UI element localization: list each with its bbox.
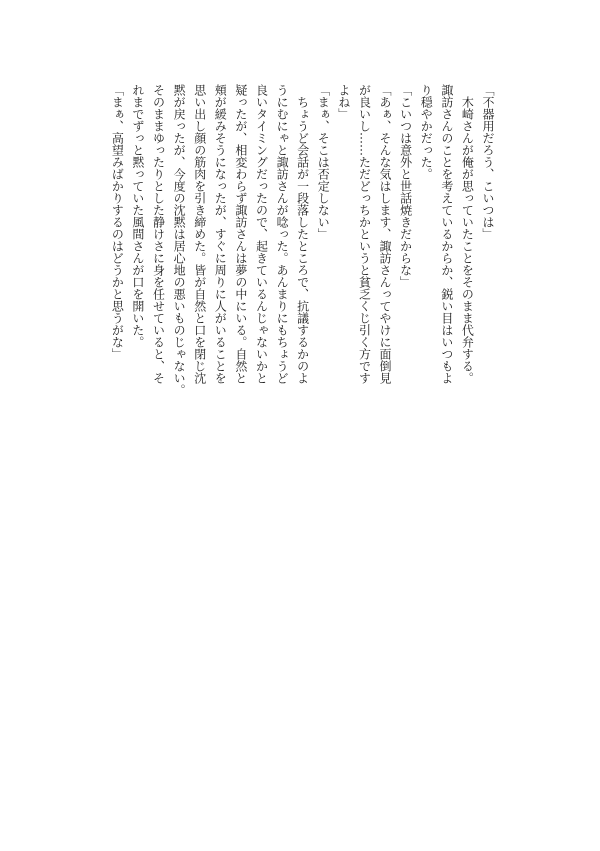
text-line: 黙が戻ったが、今度の沈黙は居心地の悪いものじゃない。 <box>172 84 187 396</box>
text-line: れまでずっと黙っていた風間さんが口を開いた。 <box>130 84 145 348</box>
vertical-text-body <box>107 84 498 397</box>
text-line: が良いし……ただどっちかというと貧乏くじ引く方です <box>357 84 372 384</box>
text-line: 木崎さんが俺が思っていたことをそのまま代弁する。 <box>460 84 475 384</box>
text-line: 思い出し顔の筋肉を引き締めた。皆が自然と口を閉じ沈 <box>192 84 207 384</box>
text-line: 疑ったが、相変わらず諏訪さんは夢の中にいる。自然と <box>233 84 248 384</box>
text-line: 「まぁ、高望みばかりするのはどうかと思うがな」 <box>110 84 125 360</box>
text-line: そのままゆったりとした静けさに身を任せていると、そ <box>151 84 166 384</box>
text-line: 「あぁ、そんな気はします、諏訪さんってやけに面倒見 <box>378 84 393 384</box>
text-line: 良いタイミングだったので、起きているんじゃないかと <box>254 84 269 384</box>
text-line: ちょうど会話が一段落したところで、抗議するかのよ <box>295 84 310 384</box>
text-line: 「まぁ、そこは否定しない」 <box>316 84 331 240</box>
text-line: うにむにゃと諏訪さんが唸った。あんまりにもちょうど <box>275 84 290 384</box>
text-line: 頬が緩みそうになったが、すぐに周りに人がいることを <box>213 84 228 384</box>
text-line: よね」 <box>336 84 351 120</box>
text-line: 「不器用だろう、こいつは」 <box>481 84 495 240</box>
text-line: り穏やかだった。 <box>419 84 434 180</box>
text-line: 「こいつは意外と世話焼きだからな」 <box>398 84 413 288</box>
text-line: 諏訪さんのことを考えているからか、鋭い目はいつもよ <box>439 84 454 384</box>
